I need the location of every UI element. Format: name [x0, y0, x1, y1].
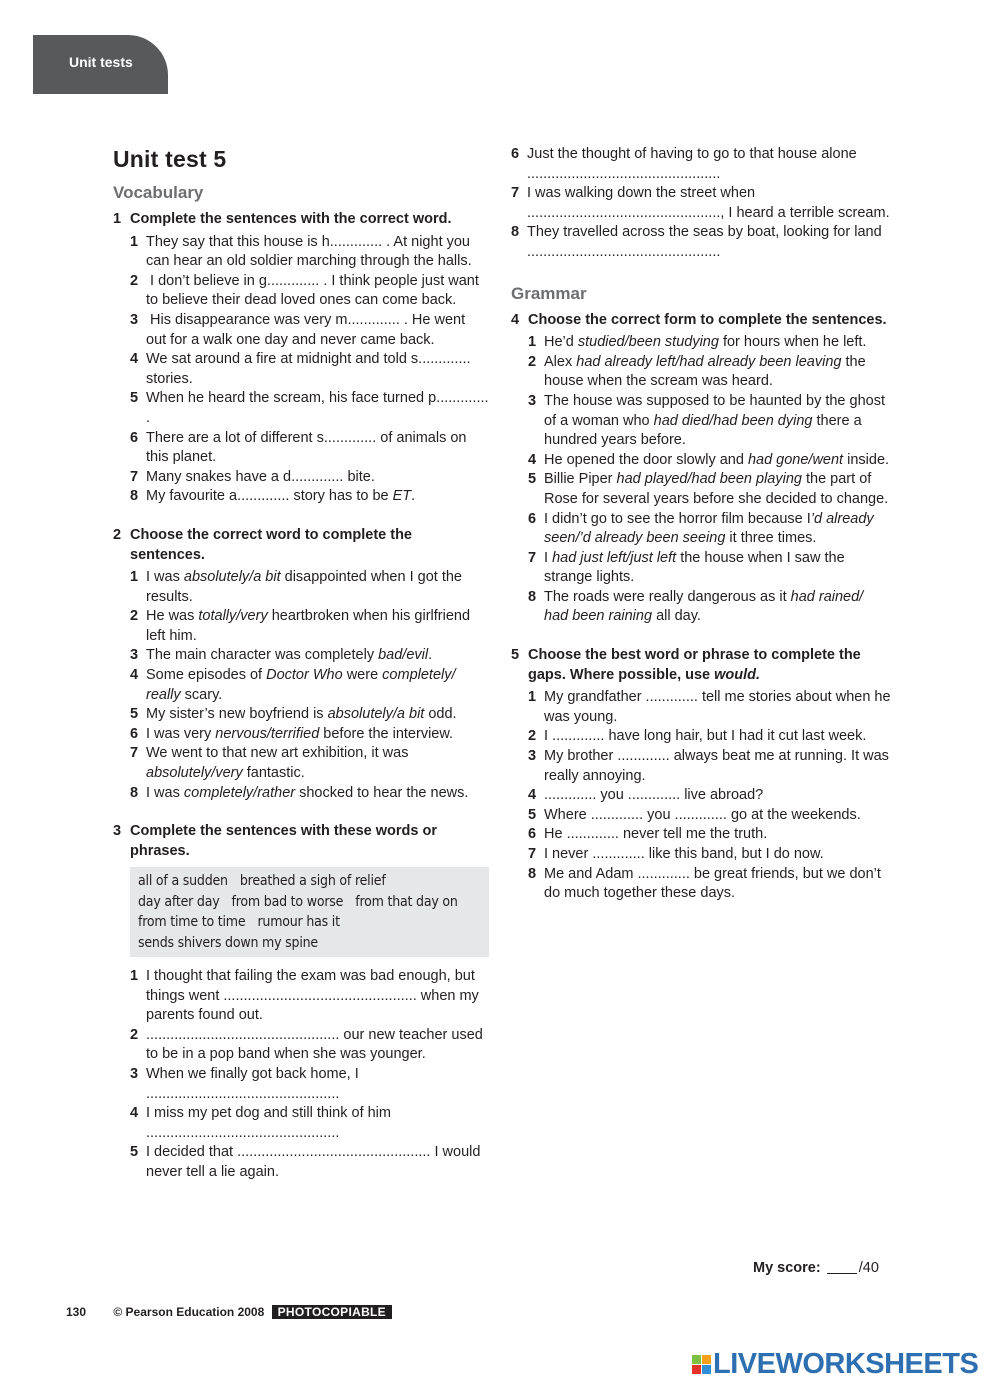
item-number: 2 [130, 1026, 139, 1043]
copyright-text: © Pearson Education 2008 [113, 1305, 265, 1319]
section-heading-grammar: Grammar [511, 283, 587, 303]
item-number: 3 [130, 311, 139, 328]
exercise-number: 3 [113, 823, 122, 840]
word-box-phrase: from bad to worse [231, 893, 344, 910]
word-box-phrase: all of a sudden [138, 873, 228, 890]
item-text: Many snakes have a d............. bite. [146, 468, 375, 485]
exercise-4 [511, 311, 891, 628]
item-number: 5 [130, 706, 139, 723]
exercise-1 [113, 210, 489, 507]
exercise-item [130, 1104, 489, 1143]
item-text: His disappearance was very m............. . He went out for a walk one day and never came back. [146, 311, 466, 348]
item-text: I miss my pet dog and still think of him ................................................ [146, 1105, 391, 1141]
item-number: 3 [130, 647, 139, 664]
item-number: 1 [130, 968, 139, 985]
item-text: I ............. have long hair, but I had it cut last week. [544, 728, 867, 745]
exercise-item [528, 392, 891, 451]
item-text: Billie Piper had played/had been playing the part of Rose for several years before she decided to change. [544, 471, 889, 507]
exercise-item [130, 487, 489, 507]
item-number: 6 [511, 146, 520, 162]
word-box-phrase: sends shivers down my spine [138, 934, 318, 951]
exercise-item [130, 1065, 489, 1104]
word-box-row [138, 871, 481, 891]
word-box-row [138, 933, 481, 953]
exercise-item [528, 451, 891, 471]
item-number: 8 [130, 488, 139, 505]
exercise-item [130, 311, 489, 350]
exercise-item [130, 1143, 489, 1182]
logo-square [692, 1355, 701, 1364]
item-number: 6 [528, 826, 537, 843]
exercise-instruction: Choose the correct word to complete the sentences. [130, 526, 412, 563]
exercise-number: 2 [113, 526, 122, 543]
item-text: We sat around a fire at midnight and told s............. stories. [146, 351, 471, 387]
exercise-item [130, 784, 489, 804]
item-number: 5 [528, 471, 537, 488]
exercise-item [528, 549, 891, 588]
item-text: When he heard the scream, his face turned p............. . [146, 390, 489, 426]
item-number: 2 [528, 353, 537, 370]
item-number: 5 [130, 390, 139, 407]
item-text: Where ............. you ............. go at the weekends. [544, 806, 861, 823]
exercise-item [528, 353, 891, 392]
item-number: 7 [528, 846, 537, 862]
score-total: /40 [858, 1260, 879, 1276]
item-number: 4 [528, 451, 537, 468]
item-number: 3 [528, 748, 537, 765]
word-box-phrase: breathed a sigh of relief [239, 873, 386, 890]
item-text: ................................................ our new teacher used to be in a pop band when she was younger. [146, 1026, 483, 1063]
logo-square [702, 1365, 711, 1374]
exercise-item [528, 688, 891, 727]
score-line [753, 1259, 879, 1279]
item-number: 2 [130, 272, 139, 289]
item-text: I had just left/just left the house when I saw the strange lights. [544, 549, 845, 586]
item-text: We went to that new art exhibition, it was absolutely/very fantastic. [146, 745, 409, 782]
item-number: 3 [528, 392, 537, 409]
exercise-item [130, 350, 489, 389]
item-number: 4 [528, 787, 537, 804]
exercise-item [528, 333, 891, 353]
word-box [130, 867, 489, 957]
item-number: 7 [511, 185, 520, 202]
word-box-row [138, 892, 481, 912]
item-number: 1 [528, 689, 537, 706]
item-text: The house was supposed to be haunted by the ghost of a woman who had died/had been dying there a hundred years before. [544, 392, 885, 449]
exercise-item [528, 470, 891, 509]
item-number: 3 [130, 1066, 139, 1082]
exercise-items [130, 568, 489, 803]
item-text: Some episodes of Doctor Who were completely/ really scary. [146, 667, 456, 703]
exercise-item [528, 727, 891, 747]
exercise-number: 5 [511, 647, 520, 664]
item-number: 7 [130, 745, 139, 762]
page-title: Unit test 5 [113, 146, 227, 172]
word-box-phrase: day after day [138, 893, 220, 910]
item-text: The roads were really dangerous as it had rained/ had been raining all day. [544, 588, 864, 625]
exercise-item [528, 747, 891, 786]
liveworksheets-brand [692, 1349, 978, 1379]
item-number: 1 [528, 334, 537, 351]
exercise-instruction: Complete the sentences with the correct word. [130, 211, 452, 227]
page-footer [66, 1305, 392, 1319]
item-text: I didn’t go to see the horror film because I’d already seen/’d already been seeing it three times. [544, 510, 874, 547]
item-text: He was totally/very heartbroken when his girlfriend left him. [146, 608, 471, 644]
item-number: 6 [528, 510, 537, 527]
exercise-item [130, 389, 489, 428]
exercise-item [528, 786, 891, 806]
item-number: 5 [130, 1144, 139, 1161]
logo-square [702, 1355, 711, 1364]
exercise-item [130, 233, 489, 272]
item-text: I thought that failing the exam was bad enough, but things went ................................................ when my parents found out. [146, 968, 479, 1024]
exercise-item [130, 666, 489, 705]
exercise-instruction: Choose the correct form to complete the sentences. [528, 311, 887, 328]
score-blank[interactable] [827, 1273, 857, 1274]
exercise-3 [113, 822, 489, 1182]
exercise-item [528, 825, 891, 845]
item-text: I was very nervous/terrified before the interview. [146, 725, 454, 742]
exercise-item [528, 865, 891, 904]
item-text: He opened the door slowly and had gone/went inside. [544, 451, 890, 468]
exercise-item [130, 646, 489, 666]
exercise-item [130, 429, 489, 468]
unit-tests-tab-label: Unit tests [69, 54, 133, 70]
item-text: My grandfather ............. tell me stories about when he was young. [544, 689, 891, 725]
logo-square [692, 1365, 701, 1374]
item-text: Just the thought of having to go to that house alone ................................................ [527, 146, 857, 182]
exercise-item [130, 1026, 489, 1065]
exercise-item [130, 967, 489, 1026]
exercise-item [130, 607, 489, 646]
item-text: When we finally got back home, I ................................................ [146, 1066, 359, 1102]
word-box-phrase: rumour has it [257, 914, 340, 931]
item-text: ............. you ............. live abroad? [544, 787, 764, 804]
exercise-item [528, 588, 891, 627]
exercise-5 [511, 646, 891, 904]
word-box-phrase: from time to time [138, 914, 246, 931]
item-text: They travelled across the seas by boat, looking for land ................................................ [527, 224, 882, 260]
exercise-item [528, 806, 891, 826]
exercise-item [130, 568, 489, 607]
item-number: 2 [130, 608, 139, 625]
item-number: 6 [130, 429, 139, 446]
item-text: They say that this house is h............. . At night you can hear an old soldier marching through the halls. [146, 233, 472, 270]
item-number: 2 [528, 728, 537, 745]
item-number: 1 [130, 569, 139, 586]
liveworksheets-wordmark: LIVEWORKSHEETS [713, 1348, 979, 1380]
item-text: Alex had already left/had already been leaving the house when the scream was heard. [544, 353, 866, 390]
page-number: 130 [66, 1305, 87, 1319]
exercise-item [130, 725, 489, 745]
exercise-item [130, 468, 489, 488]
item-number: 4 [130, 667, 139, 684]
exercise-item [528, 845, 891, 865]
item-number: 8 [511, 224, 520, 241]
item-number: 1 [130, 233, 139, 250]
item-number: 8 [528, 588, 537, 605]
exercise-item [130, 272, 489, 311]
item-text: The main character was completely bad/evil. [146, 647, 433, 664]
item-number: 8 [130, 784, 139, 801]
item-text: I decided that ................................................ I would never tell a lie again. [146, 1144, 481, 1180]
exercise-number: 1 [113, 211, 122, 227]
item-text: My sister’s new boyfriend is absolutely/a bit odd. [146, 706, 457, 723]
section-heading-vocabulary: Vocabulary [113, 183, 204, 202]
exercise-item [511, 145, 891, 184]
photocopiable-badge: PHOTOCOPIABLE [272, 1305, 392, 1319]
exercise-items [130, 967, 489, 1183]
exercise-instruction: Choose the best word or phrase to complete the gaps. Where possible, use would. [528, 647, 861, 683]
item-number: 4 [130, 351, 139, 368]
item-text: I was walking down the street when ................................................, I heard a terrible scream. [527, 185, 890, 221]
exercise-number: 4 [511, 311, 520, 328]
exercise-instruction: Complete the sentences with these words or phrases. [130, 823, 437, 859]
right-column [511, 145, 891, 904]
exercise-items [130, 233, 489, 507]
exercise-item [511, 223, 891, 262]
exercise-items [528, 688, 891, 904]
exercise-item [130, 705, 489, 725]
item-text: He ............. never tell me the truth. [544, 826, 768, 843]
exercise-item [130, 744, 489, 783]
exercise-item [511, 184, 891, 223]
item-text: I was absolutely/a bit disappointed when I got the results. [146, 569, 462, 605]
left-column [113, 144, 489, 1183]
item-text: My brother ............. always beat me at running. It was really annoying. [544, 748, 889, 784]
item-text: I was completely/rather shocked to hear the news. [146, 784, 469, 801]
item-text: My favourite a............. story has to be ET. [146, 488, 416, 505]
item-text: Me and Adam ............. be great friends, but we don’t do much together these days. [544, 865, 881, 902]
item-number: 7 [528, 549, 537, 566]
item-text: There are a lot of different s............. of animals on this planet. [146, 429, 467, 466]
exercise-2 [113, 526, 489, 803]
item-text: I never ............. like this band, but I do now. [544, 846, 824, 862]
item-text: He’d studied/been studying for hours when he left. [544, 334, 867, 351]
word-box-phrase: from that day on [355, 893, 458, 910]
item-number: 8 [528, 865, 537, 882]
exercise-3-continued-items [511, 145, 891, 263]
liveworksheets-logo-icon [692, 1355, 711, 1374]
item-text: I don’t believe in g............. . I think people just want to believe their dead loved ones can come back. [146, 272, 479, 309]
item-number: 6 [130, 725, 139, 742]
item-number: 4 [130, 1105, 139, 1122]
item-number: 7 [130, 468, 139, 485]
exercise-item [528, 510, 891, 549]
exercise-items [528, 333, 891, 627]
unit-tests-tab [33, 35, 168, 94]
score-label: My score: [753, 1260, 821, 1276]
item-number: 5 [528, 806, 537, 823]
word-box-row [138, 912, 481, 932]
